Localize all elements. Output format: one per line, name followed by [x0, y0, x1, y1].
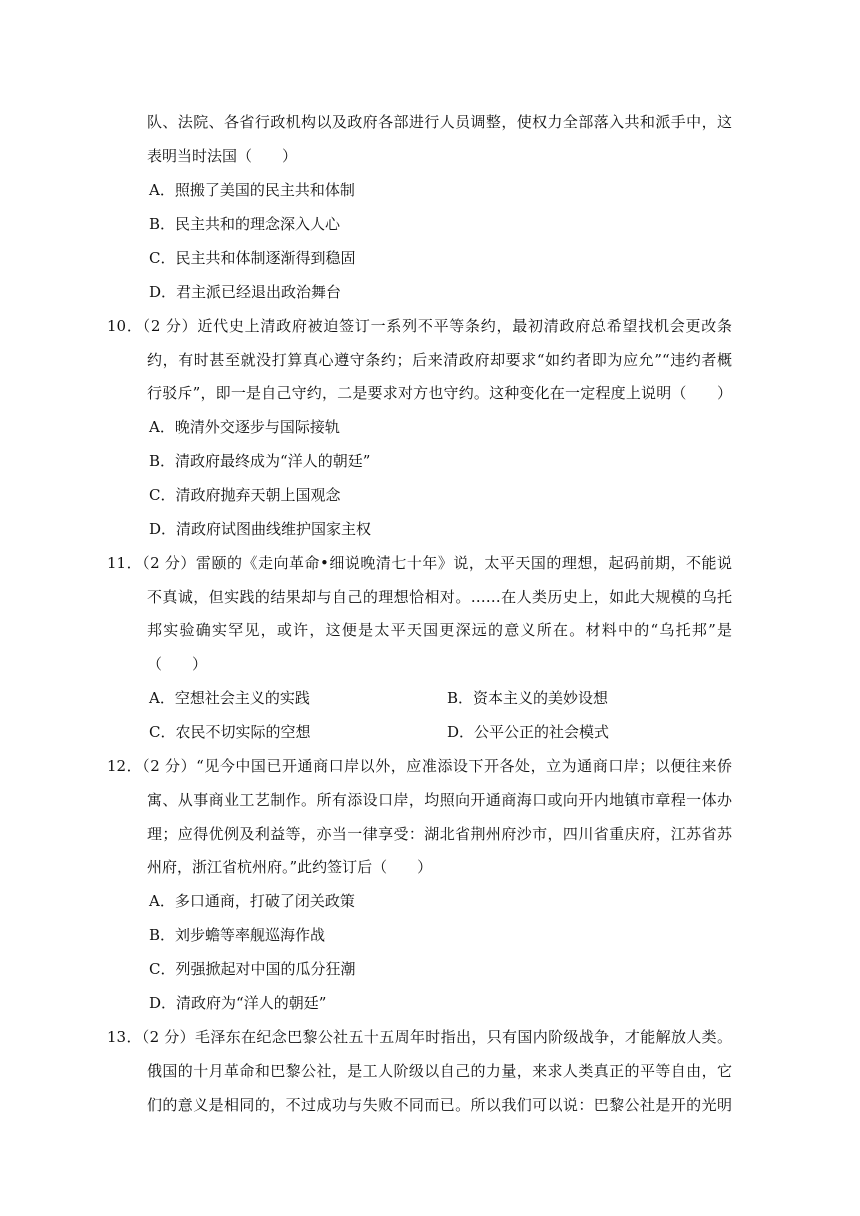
q13-stem-line-2: 俄国的十月革命和巴黎公社，是工人阶级以自己的力量，来求人类真正的平等自由，它: [147, 1062, 732, 1080]
q11-stem-line-4: （ ）: [147, 655, 208, 673]
q9-stem-line-2: 表明当时法国（ ）: [147, 147, 298, 165]
q10-stem-line-3: 行驳斥”，即一是自己守约，二是要求对方也守约。这种变化在一定程度上说明（ ）: [147, 384, 732, 402]
q12-stem-line-3: 理；应得优例及利益等，亦当一律享受：湖北省荆州府沙市，四川省重庆府，江苏省苏: [147, 825, 732, 843]
q11-option-d: D．公平公正的社会模式: [447, 723, 610, 741]
q9-option-c: C．民主共和体制逐渐得到稳固: [149, 249, 356, 267]
q11-option-b: B．资本主义的美妙设想: [447, 689, 609, 707]
q9-option-d: D．君主派已经退出政治舞台: [149, 283, 342, 301]
q11-option-c: C．农民不切实际的空想: [149, 723, 311, 741]
q12-option-b: B．刘步蟾等率舰巡海作战: [149, 926, 326, 944]
q11-stem-line-3: 邦实验确实罕见，或许，这便是太平天国更深远的意义所在。材料中的“乌托邦”是: [147, 621, 732, 639]
q12-stem-line-2: 寓、从事商业工艺制作。所有添设口岸，均照向开通商海口或向开内地镇市章程一体办: [147, 791, 732, 809]
q9-stem-line-1: 队、法院、各省行政机构以及政府各部进行人员调整，使权力全部落入共和派手中，这: [147, 113, 732, 131]
q9-option-b: B．民主共和的理念深入人心: [149, 215, 341, 233]
q12-option-a: A．多口通商，打破了闭关政策: [149, 892, 355, 910]
q12-stem-line-4: 州府，浙江省杭州府。”此约签订后（ ）: [147, 858, 433, 876]
q13-stem-line-3: 们的意义是相同的，不过成功与失败不同而已。所以我们可以说：巴黎公社是开的光明: [147, 1096, 732, 1114]
q11-stem-line-1: 11．（2 分）雷颐的《走向革命•细说晚清七十年》说，太平天国的理想，起码前期，不能说: [107, 554, 732, 572]
q13-stem-line-1: 13．（2 分）毛泽东在纪念巴黎公社五十五周年时指出，只有国内阶级战争，才能解放人类。: [107, 1028, 732, 1046]
q10-option-b: B．清政府最终成为“洋人的朝廷”: [149, 452, 371, 470]
q10-stem-line-2: 约，有时甚至就没打算真心遵守条约；后来清政府却要求“如约者即为应允”“违约者概: [147, 351, 732, 369]
q9-option-a: A．照搬了美国的民主共和体制: [149, 181, 355, 199]
q11-option-a: A．空想社会主义的实践: [149, 689, 310, 707]
q12-option-d: D．清政府为“洋人的朝廷”: [149, 994, 327, 1012]
q10-option-a: A．晚清外交逐步与国际接轨: [149, 418, 340, 436]
q10-option-d: D．清政府试图曲线维护国家主权: [149, 520, 372, 538]
q11-stem-line-2: 不真诚，但实践的结果却与自己的理想恰相对。……在人类历史上，如此大规模的乌托: [147, 588, 732, 606]
q12-option-c: C．列强掀起对中国的瓜分狂潮: [149, 960, 356, 978]
q10-stem-line-1: 10．（2 分）近代史上清政府被迫签订一系列不平等条约，最初清政府总希望找机会更改条: [107, 317, 732, 335]
q10-option-c: C．清政府抛弃天朝上国观念: [149, 486, 341, 504]
q12-stem-line-1: 12．（2 分）“见今中国已开通商口岸以外，应准添设下开各处，立为通商口岸；以便往来侨: [107, 757, 732, 775]
